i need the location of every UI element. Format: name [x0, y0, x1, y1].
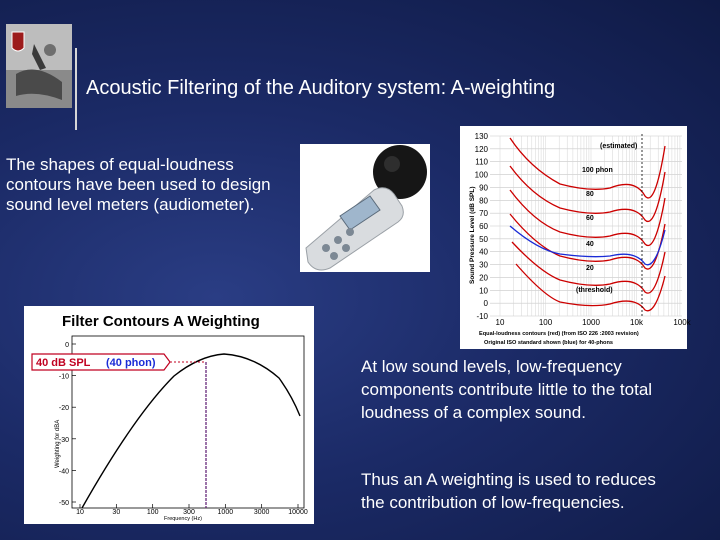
- eq-x-tick: 100: [538, 318, 553, 327]
- eq-y-tick: 130: [474, 132, 488, 141]
- aw-x-tick: 300: [183, 509, 195, 516]
- a-weighting-curve: [82, 354, 300, 508]
- eq-x-tick: 10k: [630, 318, 643, 327]
- eq-y-tick-labels: [475, 132, 489, 321]
- curve-label-80: 80: [586, 191, 594, 198]
- aw-x-tick: 30: [112, 509, 121, 516]
- low-level-note: At low sound levels, low-frequency components contribute little to the total loudness of a complex sound.: [361, 357, 653, 422]
- equal-loudness-chart: [460, 126, 691, 349]
- callout-phon: (40 phon): [106, 357, 156, 369]
- aw-y-tick: 0: [65, 342, 69, 349]
- eq-x-tick: 10: [495, 318, 505, 327]
- eq-caption-line2: Original ISO standard shown (blue) for 40-phons: [484, 340, 613, 346]
- eq-x-tick-labels: [496, 318, 692, 327]
- eq-y-axis-label: Sound Pressure Level (dB SPL): [469, 186, 476, 284]
- aw-x-tick: 10000: [288, 509, 308, 516]
- eq-y-tick: -10: [476, 312, 488, 321]
- curve-label-100: 100 phon: [582, 167, 613, 174]
- aw-y-tick: -50: [58, 500, 69, 507]
- eq-y-tick: 20: [479, 273, 488, 283]
- eq-y-tick: 70: [479, 209, 488, 219]
- aw-y-axis-label: Weighting for dBA: [55, 419, 61, 468]
- a-weighting-note: Thus an A weighting is used to reduces the contribution of low-frequencies.: [361, 470, 656, 512]
- university-logo: [6, 24, 72, 108]
- eq-y-tick: 60: [479, 222, 488, 231]
- eq-y-tick: 40: [479, 247, 488, 257]
- title-divider: [75, 48, 77, 130]
- aw-y-tick: -10: [58, 373, 69, 381]
- eq-y-tick: 80: [479, 196, 488, 206]
- eq-x-tick: 100k: [673, 318, 691, 327]
- aw-x-tick: 1000: [217, 509, 234, 516]
- estimated-label: (estimated): [600, 143, 638, 150]
- eq-y-tick: 50: [479, 234, 488, 244]
- callout-db-spl: 40 dB SPL: [36, 357, 91, 369]
- eq-y-tick: 10: [479, 286, 488, 296]
- eq-y-tick: 110: [475, 157, 488, 167]
- slide-title: Acoustic Filtering of the Auditory system: A-weighting: [86, 77, 556, 99]
- aw-y-tick: -30: [58, 436, 69, 444]
- curve-label-40: 40: [586, 241, 594, 248]
- eq-y-tick: 100: [474, 170, 488, 180]
- eq-y-tick: 90: [479, 183, 488, 193]
- a-weighting-title: Filter Contours A Weighting: [62, 313, 260, 330]
- eq-y-tick: 30: [479, 260, 488, 270]
- eq-x-tick: 1000: [582, 318, 600, 327]
- eq-y-tick: 120: [474, 144, 488, 154]
- aw-x-tick-labels: [76, 504, 308, 516]
- eq-y-tick: 0: [483, 299, 488, 309]
- aw-y-tick: -20: [58, 405, 69, 413]
- aw-y-tick: -40: [58, 468, 69, 476]
- aw-x-axis-label: Frequency (Hz): [164, 516, 202, 522]
- threshold-label: (threshold): [576, 287, 613, 294]
- curve-label-60: 60: [586, 215, 594, 222]
- sound-level-meter-image: [300, 144, 430, 272]
- curve-label-20: 20: [586, 265, 594, 272]
- intro-text: The shapes of equal-loudness contours have been used to design sound level meters (audiometer).: [6, 155, 271, 214]
- a-weighting-chart: [24, 306, 314, 524]
- aw-x-tick: 3000: [253, 509, 270, 516]
- aw-x-tick: 10: [76, 509, 84, 516]
- eq-caption-line1: Equal-loudness contours (red) (from ISO 226 :2003 revision): [479, 331, 639, 337]
- aw-x-tick: 100: [146, 509, 159, 516]
